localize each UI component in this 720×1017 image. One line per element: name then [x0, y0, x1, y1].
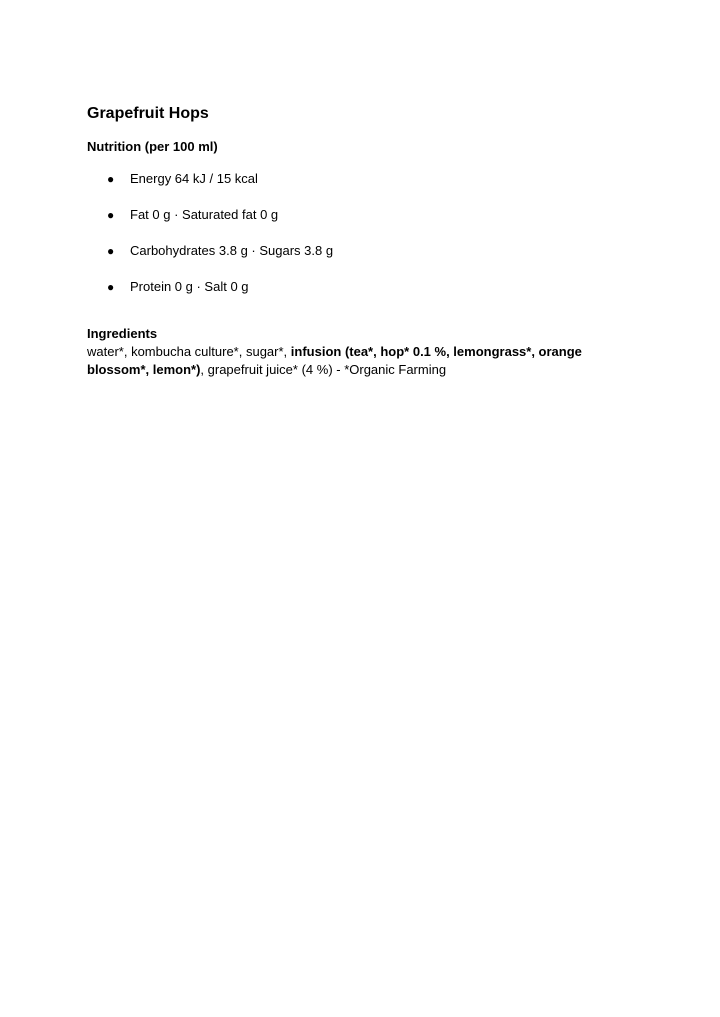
product-title: Grapefruit Hops [87, 105, 209, 122]
list-item [87, 278, 647, 314]
bullet-icon: ● [107, 208, 115, 222]
nutrition-fat: Fat 0 g · Saturated fat 0 g [130, 207, 279, 222]
list-item [87, 206, 647, 242]
nutrition-carbohydrates: Carbohydrates 3.8 g · Sugars 3.8 g [130, 243, 334, 258]
bullet-icon: ● [107, 172, 115, 186]
nutrition-heading: Nutrition (per 100 ml) [87, 139, 218, 154]
nutrition-protein: Protein 0 g · Salt 0 g [130, 279, 249, 294]
ingredients-part-tail: , grapefruit juice* (4 %) - *Organic Farming [200, 362, 447, 377]
ingredients-text [87, 343, 617, 379]
ingredients-part-plain: water*, kombucha culture*, sugar*, [87, 344, 291, 359]
nutrition-energy: Energy 64 kJ / 15 kcal [130, 171, 258, 186]
bullet-icon: ● [107, 280, 115, 294]
list-item [87, 242, 647, 278]
nutrition-list [87, 170, 647, 314]
ingredients-heading: Ingredients [87, 326, 158, 341]
list-item [87, 170, 647, 206]
ingredients-part-bold: infusion (tea*, hop* 0.1 %, lemongrass*, orange blossom*, lemon*) [87, 344, 582, 377]
bullet-icon: ● [107, 244, 115, 258]
